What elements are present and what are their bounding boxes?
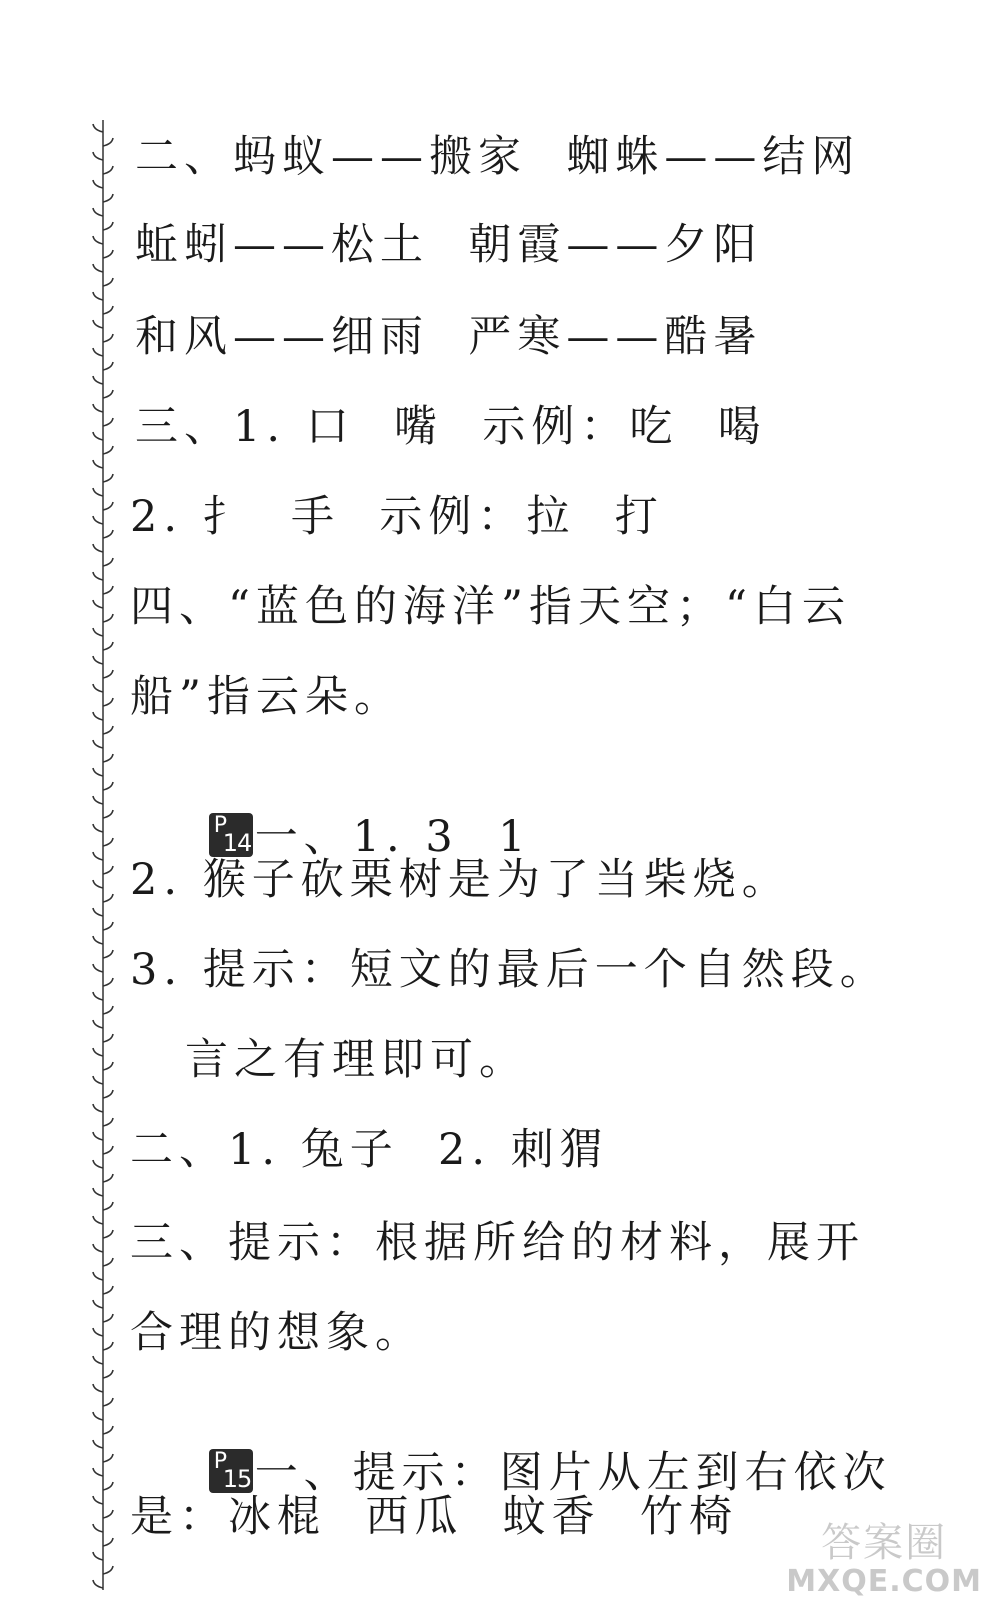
line-10: 3. 提示：短文的最后一个自然段。 bbox=[130, 945, 889, 995]
vine-leaf bbox=[103, 1062, 113, 1070]
decorative-vine-border bbox=[90, 120, 116, 1590]
vine-leaf bbox=[93, 712, 103, 720]
vine-leaf bbox=[93, 1272, 103, 1280]
line-1: 二、蚂蚁——搬家 蜘蛛——结网 bbox=[135, 132, 861, 182]
vine-leaf bbox=[103, 1314, 113, 1322]
vine-leaf bbox=[103, 1230, 113, 1238]
vine-leaf bbox=[93, 824, 103, 832]
vine-leaf bbox=[93, 1160, 103, 1168]
vine-leaf bbox=[103, 1034, 113, 1042]
vine-leaf bbox=[93, 516, 103, 524]
line-5: 2. 扌 手 示例：拉 打 bbox=[130, 492, 664, 542]
watermark-en: MXQE.COM bbox=[786, 1564, 982, 1599]
vine-leaf bbox=[93, 1580, 103, 1588]
vine-leaf bbox=[103, 1566, 113, 1574]
vine-leaf bbox=[103, 1538, 113, 1546]
vine-leaf bbox=[103, 950, 113, 958]
vine-leaf bbox=[93, 768, 103, 776]
vine-leaf bbox=[103, 866, 113, 874]
vine-leaf bbox=[103, 1510, 113, 1518]
line-13: 三、提示：根据所给的材料，展开 bbox=[130, 1218, 865, 1268]
vine-leaf bbox=[103, 334, 113, 342]
vine-leaf bbox=[93, 852, 103, 860]
vine-leaf bbox=[103, 194, 113, 202]
vine-leaf bbox=[103, 1146, 113, 1154]
vine-leaf bbox=[93, 180, 103, 188]
vine-leaf bbox=[93, 1384, 103, 1392]
vine-leaf bbox=[93, 432, 103, 440]
vine-leaf bbox=[103, 670, 113, 678]
vine-leaf bbox=[103, 1090, 113, 1098]
line-15: P 15 一、提示：图片从左到右依次 bbox=[130, 1398, 892, 1548]
vine-leaf bbox=[103, 698, 113, 706]
line-7: 船”指云朵。 bbox=[130, 672, 403, 722]
vine-leaf bbox=[93, 124, 103, 132]
vine-leaf bbox=[103, 306, 113, 314]
vine-leaf bbox=[103, 1426, 113, 1434]
vine-leaf bbox=[103, 1286, 113, 1294]
vine-leaf bbox=[103, 250, 113, 258]
vine-leaf bbox=[103, 1398, 113, 1406]
vine-leaf bbox=[93, 964, 103, 972]
vine-leaf bbox=[103, 726, 113, 734]
vine-leaf bbox=[93, 656, 103, 664]
watermark-cn: 答案圈 bbox=[821, 1520, 948, 1566]
vine-leaf bbox=[93, 1440, 103, 1448]
vine-leaf bbox=[103, 1454, 113, 1462]
vine-leaf bbox=[93, 1300, 103, 1308]
line-3: 和风——细雨 严寒——酷暑 bbox=[135, 312, 763, 362]
vine-leaf bbox=[103, 166, 113, 174]
vine-leaf bbox=[93, 1496, 103, 1504]
vine-leaf bbox=[103, 922, 113, 930]
vine-leaf bbox=[93, 1104, 103, 1112]
vine-leaf bbox=[93, 936, 103, 944]
vine-leaf bbox=[93, 348, 103, 356]
line-12: 二、1. 兔子 2. 刺猬 bbox=[130, 1125, 609, 1175]
vine-leaf bbox=[103, 362, 113, 370]
vine-leaf bbox=[93, 264, 103, 272]
vine-leaf bbox=[103, 1202, 113, 1210]
vine-leaf bbox=[103, 614, 113, 622]
vine-leaf bbox=[103, 1006, 113, 1014]
vine-leaf bbox=[93, 1244, 103, 1252]
vine-leaf bbox=[93, 208, 103, 216]
vine-leaf bbox=[103, 754, 113, 762]
line-8: P 14 一、1. 3 1 bbox=[130, 762, 531, 912]
vine-leaf bbox=[103, 1258, 113, 1266]
line-16: 是：冰棍 西瓜 蚊香 竹椅 bbox=[130, 1492, 739, 1542]
vine-leaf bbox=[103, 418, 113, 426]
vine-leaf bbox=[93, 376, 103, 384]
vine-leaf bbox=[103, 558, 113, 566]
line-4: 三、1. 口 嘴 示例：吃 喝 bbox=[135, 402, 767, 452]
vine-leaf bbox=[93, 684, 103, 692]
line-2: 蚯蚓——松土 朝霞——夕阳 bbox=[135, 220, 763, 270]
vine-leaf bbox=[103, 474, 113, 482]
vine-leaf bbox=[93, 628, 103, 636]
vine-leaf bbox=[103, 586, 113, 594]
vine-leaf bbox=[103, 810, 113, 818]
vine-leaf bbox=[93, 292, 103, 300]
vine-leaf bbox=[93, 880, 103, 888]
line-14: 合理的想象。 bbox=[130, 1308, 424, 1358]
vine-leaf bbox=[93, 1188, 103, 1196]
vine-leaf bbox=[93, 600, 103, 608]
vine-leaf bbox=[103, 978, 113, 986]
vine-leaf bbox=[103, 894, 113, 902]
vine-leaf bbox=[93, 740, 103, 748]
vine-leaf bbox=[93, 992, 103, 1000]
vine-leaf bbox=[93, 1356, 103, 1364]
line-11: 言之有理即可。 bbox=[185, 1035, 528, 1085]
vine-leaf bbox=[93, 488, 103, 496]
vine-leaf bbox=[93, 1524, 103, 1532]
vine-leaf bbox=[103, 642, 113, 650]
vine-leaf bbox=[103, 838, 113, 846]
vine-leaf bbox=[103, 530, 113, 538]
line-6: 四、“蓝色的海洋”指天空；“白云 bbox=[130, 582, 851, 632]
vine-leaf bbox=[103, 446, 113, 454]
vine-leaf bbox=[103, 1482, 113, 1490]
vine-leaf bbox=[93, 1552, 103, 1560]
vine-leaf bbox=[103, 782, 113, 790]
page-marker-p15: P 15 bbox=[209, 1449, 253, 1493]
vine-leaf bbox=[103, 390, 113, 398]
vine-leaf bbox=[103, 1118, 113, 1126]
vine-leaf bbox=[93, 1048, 103, 1056]
vine-leaf bbox=[103, 1370, 113, 1378]
vine-leaf bbox=[93, 1020, 103, 1028]
vine-leaf bbox=[93, 1216, 103, 1224]
vine-leaf bbox=[93, 1468, 103, 1476]
vine-leaf bbox=[93, 908, 103, 916]
line-9: 2. 猴子砍栗树是为了当柴烧。 bbox=[130, 855, 791, 905]
vine-leaf bbox=[93, 1132, 103, 1140]
vine-leaf bbox=[93, 236, 103, 244]
vine-leaf bbox=[93, 544, 103, 552]
vine-leaf bbox=[93, 1328, 103, 1336]
vine-leaf bbox=[103, 1342, 113, 1350]
vine-leaf bbox=[93, 1412, 103, 1420]
vine-leaf bbox=[103, 502, 113, 510]
vine-leaf bbox=[93, 460, 103, 468]
vine-leaf bbox=[103, 1174, 113, 1182]
vine-leaf bbox=[93, 1076, 103, 1084]
page-marker-p14: P 14 bbox=[209, 813, 253, 857]
vine-leaf bbox=[103, 222, 113, 230]
vine-leaf bbox=[93, 320, 103, 328]
vine-leaf bbox=[93, 796, 103, 804]
vine-leaf bbox=[93, 152, 103, 160]
vine-leaf bbox=[93, 404, 103, 412]
vine-leaf bbox=[103, 278, 113, 286]
watermark bbox=[786, 1520, 982, 1598]
vine-leaf bbox=[103, 138, 113, 146]
vine-leaf bbox=[93, 572, 103, 580]
